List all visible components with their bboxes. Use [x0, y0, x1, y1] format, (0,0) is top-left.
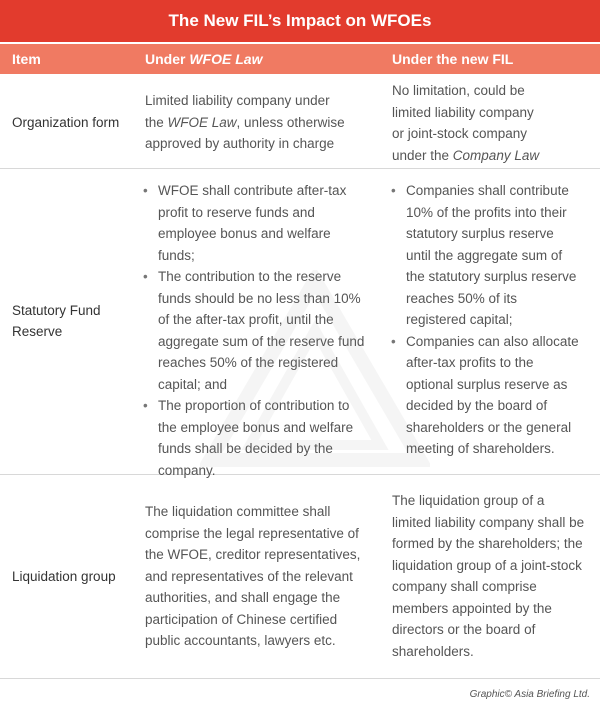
header-wfoe-law: Under WFOE Law	[145, 51, 263, 67]
header-item: Item	[12, 51, 41, 67]
table-row-organization-form	[0, 74, 600, 169]
cell-wfoe: Limited liability company under the WFOE Law, unless otherwise approved by authority in charge	[145, 93, 345, 151]
row-label: Organization form	[12, 115, 120, 130]
cell-wfoe	[143, 180, 365, 481]
row-label: Statutory Fund Reserve	[12, 303, 101, 339]
table-header	[0, 44, 600, 74]
table-row-statutory-fund-reserve	[0, 168, 600, 478]
cell-fil: The liquidation group of a limited liability company shall be formed by the shareholders; the liquidation group of a joint-stock company shall comprise members appointed by the directors or the board of shareholders.	[392, 493, 585, 659]
list-item: • The proportion of contribution to the employee bonus and welfare funds shall be decided by the company.	[143, 395, 365, 481]
cell-fil	[391, 180, 579, 460]
list-item: • Companies can also allocate after-tax profits to the optional surplus reserve as decided by the board of shareholders or the general meeting of shareholders.	[391, 331, 579, 460]
list-item: • WFOE shall contribute after-tax profit to reserve funds and employee bonus and welfare funds;	[143, 180, 365, 266]
list-item: • The contribution to the reserve funds should be no less than 10% of the after-tax profit, until the aggregate sum of the reserve fund reaches 50% of the registered capital; and	[143, 266, 365, 395]
row-label: Liquidation group	[12, 569, 116, 584]
graphic-credit: Graphic© Asia Briefing Ltd.	[469, 689, 590, 700]
cell-wfoe: The liquidation committee shall comprise the legal representative of the WFOE, creditor representatives, and representatives of the relevant authorities, and shall engage the participation of Chinese certified public accountants, lawyers etc.	[145, 504, 361, 648]
header-new-fil: Under the new FIL	[392, 51, 514, 67]
list-item: • Companies shall contribute 10% of the profits into their statutory surplus reserve until the aggregate sum of the statutory surplus reserve reaches 50% of its registered capital;	[391, 180, 579, 331]
table-row-liquidation-group	[0, 474, 600, 679]
cell-fil: No limitation, could be limited liability company or joint-stock company under the Company Law	[392, 83, 540, 163]
table-title: The New FIL’s Impact on WFOEs	[0, 0, 600, 42]
